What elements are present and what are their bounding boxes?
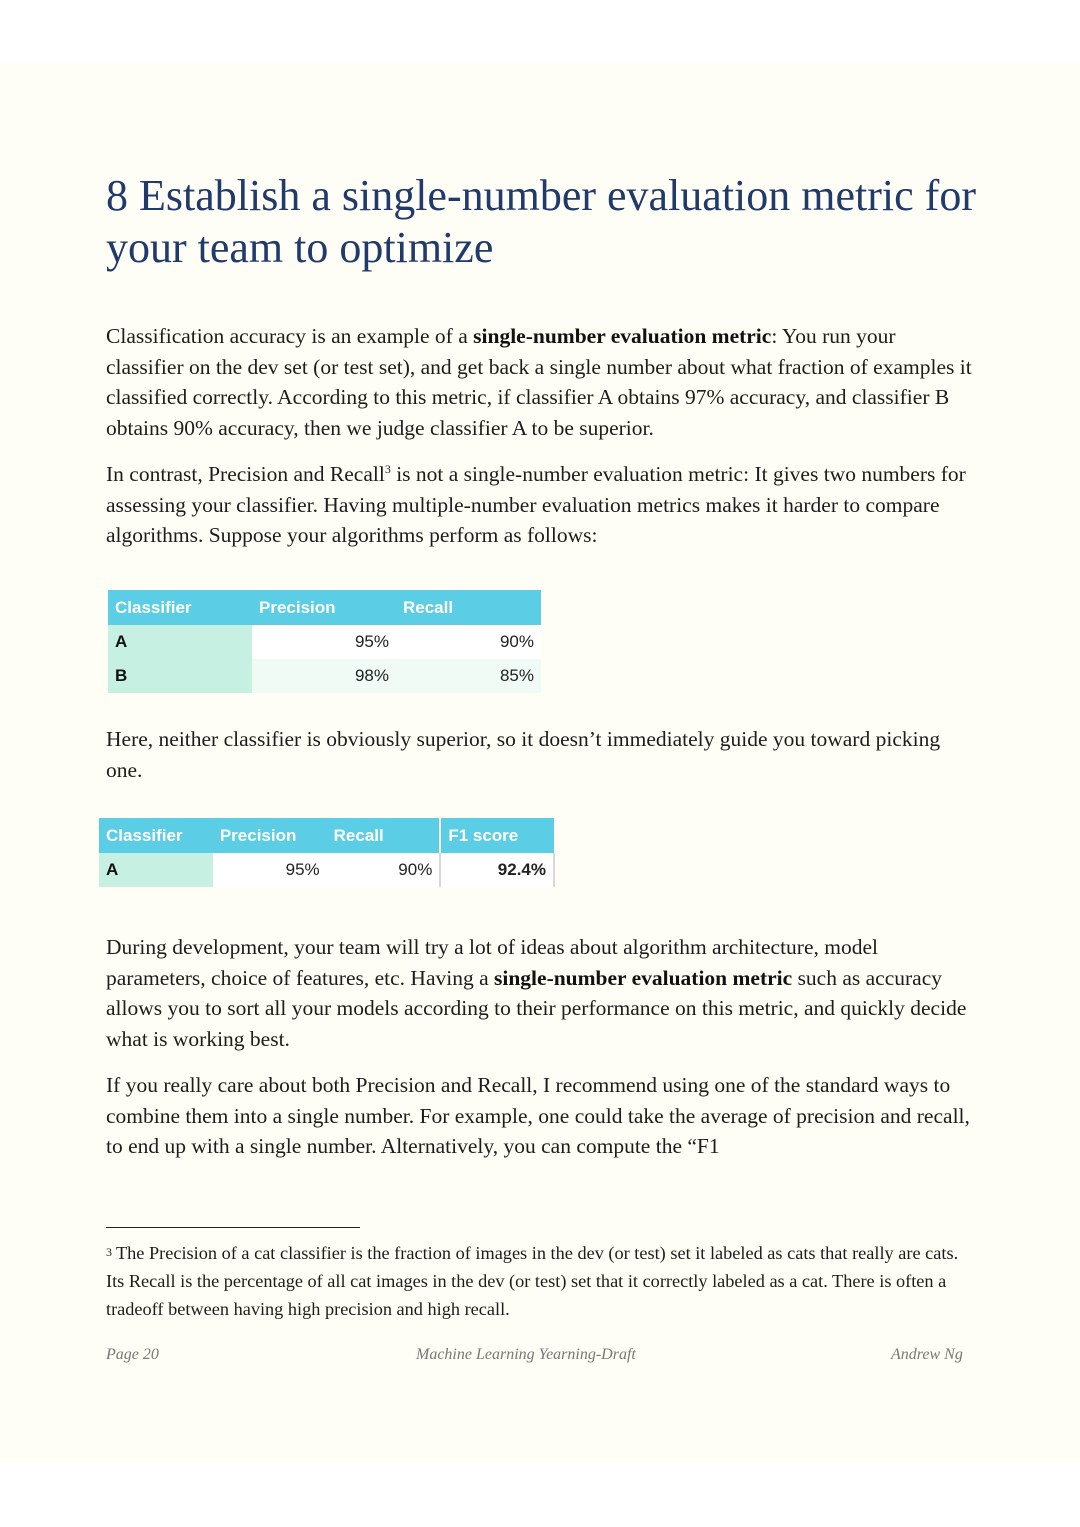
- footer-page-number: Page 20: [106, 1346, 159, 1363]
- cell-recall: 90%: [396, 625, 541, 659]
- paragraph-4: [106, 932, 976, 1054]
- header-precision: Precision: [213, 818, 327, 853]
- paragraph-4-text-a: During development, your team will try a lot of ideas about algorithm architecture, model parameters, choice of features, etc. Having a: [106, 935, 878, 990]
- cell-classifier: A: [99, 853, 213, 887]
- footnote-text: The Precision of a cat classifier is the fraction of images in the dev (or test) set it labeled as cats that really are cats. Its Recall is the percentage of all cat images in the dev (or test) set that it correctly labeled as a cat. There is often a tradeoff between having high precision and high recall.: [106, 1243, 959, 1319]
- footnote-ref[interactable]: 3: [384, 462, 391, 476]
- table-row: [99, 853, 554, 887]
- paragraph-1-text-b: : You run your classifier on the dev set (or test set), and get back a single number about what fraction of examples it classified correctly. According to this metric, if classifier A obtains 97% accuracy, and classifier B obtains 90% accuracy, then we judge classifier A to be superior.: [106, 324, 972, 440]
- cell-classifier: A: [108, 625, 252, 659]
- precision-recall-table: [108, 590, 541, 693]
- footnote: [106, 1238, 976, 1323]
- paragraph-5-text: If you really care about both Precision and Recall, I recommend using one of the standard ways to combine them into a single number. For example, one could take the average of precision and recall, to end up with a single number. Alternatively, you can compute the “F1: [106, 1073, 970, 1158]
- paragraph-3-text: Here, neither classifier is obviously superior, so it doesn’t immediately guide you toward picking one.: [106, 727, 941, 782]
- paragraph-2-text-b: is not a single-number evaluation metric: It gives two numbers for assessing your classifier. Having multiple-number evaluation metrics makes it harder to compare algorithms. Suppose your algorithms perform as follows:: [106, 462, 966, 547]
- chapter-heading: 8 Establish a single-number evaluation metric for your team to optimize: [106, 171, 976, 272]
- paragraph-4-text-b: such as accuracy allows you to sort all your models according to their performance on this metric, and quickly decide what is working best.: [106, 965, 967, 1051]
- footer-author: Andrew Ng: [891, 1346, 963, 1363]
- paragraph-2: [106, 459, 976, 551]
- paragraph-2-text-a: In contrast, Precision and Recall: [106, 462, 385, 486]
- footnote-divider: [106, 1227, 360, 1228]
- header-recall: Recall: [396, 590, 541, 625]
- footer-book-title: Machine Learning Yearning-Draft: [416, 1346, 636, 1363]
- cell-classifier: B: [108, 659, 252, 693]
- cell-f1-score: 92.4%: [440, 853, 554, 887]
- table-header-row: [99, 818, 554, 853]
- cell-recall: 90%: [327, 853, 441, 887]
- table-header-row: [108, 590, 541, 625]
- table-row: [108, 659, 541, 693]
- f1-score-table: [99, 818, 555, 887]
- cell-recall: 85%: [396, 659, 541, 693]
- header-f1-score: F1 score: [440, 818, 554, 853]
- cell-precision: 95%: [213, 853, 327, 887]
- footnote-mark: 3: [106, 1245, 112, 1259]
- header-classifier: Classifier: [108, 590, 252, 625]
- paragraph-3: [106, 724, 976, 785]
- paragraph-5: [106, 1070, 976, 1162]
- paragraph-1-bold: single-number evaluation metric: [473, 324, 772, 348]
- header-classifier: Classifier: [99, 818, 213, 853]
- paragraph-4-bold: single-number evaluation metric: [494, 965, 793, 990]
- cell-precision: 95%: [252, 625, 396, 659]
- header-precision: Precision: [252, 590, 396, 625]
- cell-precision: 98%: [252, 659, 396, 693]
- paragraph-1-text-a: Classification accuracy is an example of a: [106, 324, 474, 348]
- table-row: [108, 625, 541, 659]
- header-recall: Recall: [327, 818, 441, 853]
- paragraph-1: [106, 321, 976, 443]
